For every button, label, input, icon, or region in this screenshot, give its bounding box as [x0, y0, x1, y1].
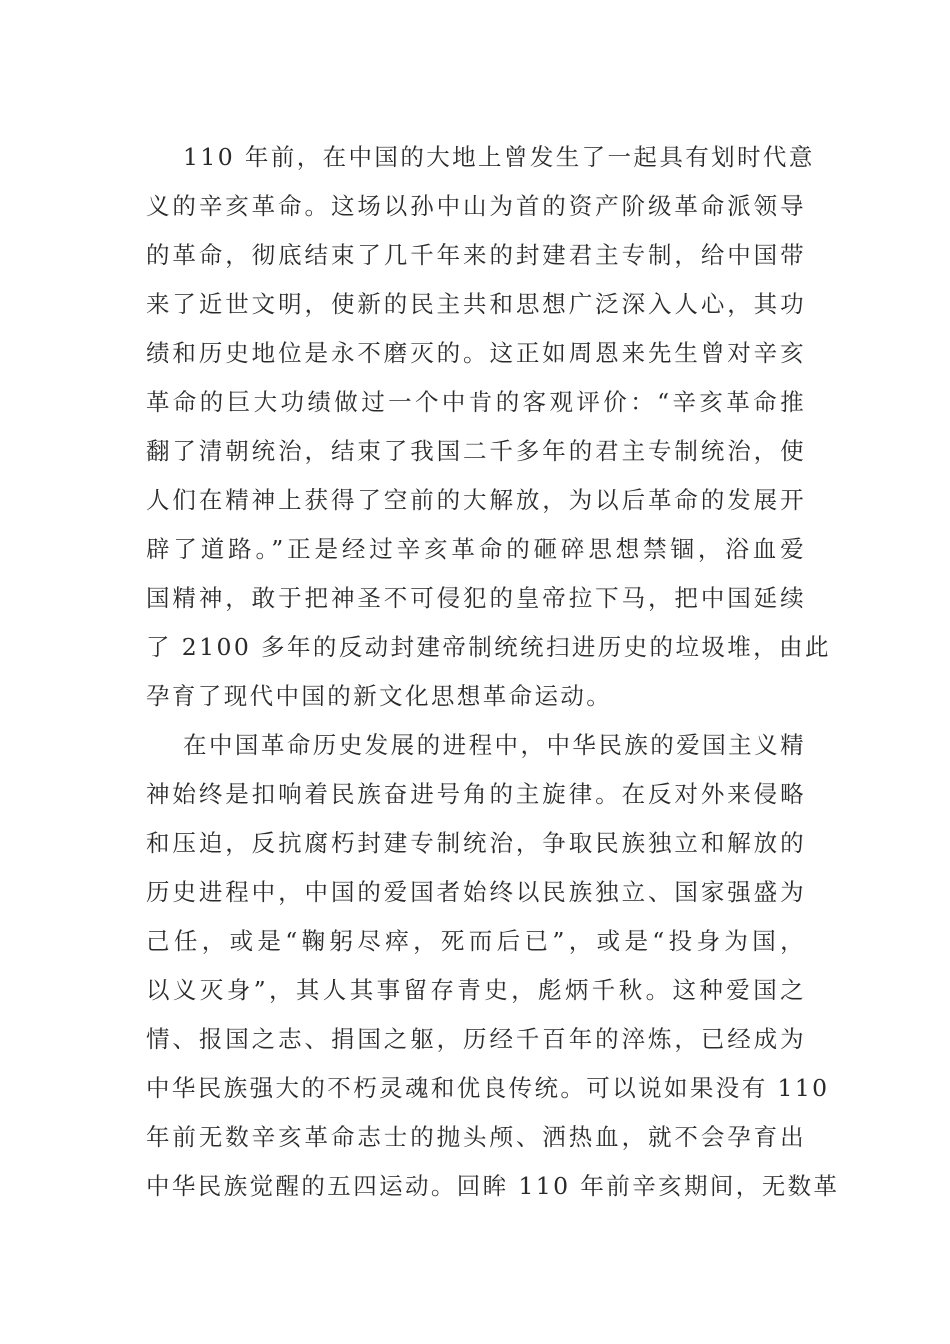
text-line: 革命的巨大功绩做过一个中肯的客观评价：“辛亥革命推 [146, 388, 806, 416]
text-line: 和压迫，反抗腐朽封建专制统治，争取民族独立和解放的 [146, 829, 806, 857]
text-line: 在中国革命历史发展的进程中，中华民族的爱国主义精 [183, 731, 806, 759]
text-line: 人们在精神上获得了空前的大解放，为以后革命的发展开 [146, 486, 806, 514]
text-line: 了 2100 多年的反动封建帝制统统扫进历史的垃圾堆，由此 [146, 633, 831, 661]
text-line: 历史进程中，中国的爱国者始终以民族独立、国家强盛为 [146, 878, 806, 906]
text-line: 年前无数辛亥革命志士的抛头颅、洒热血，就不会孕育出 [146, 1123, 806, 1151]
text-line: 中华民族强大的不朽灵魂和优良传统。可以说如果没有 110 [146, 1074, 830, 1102]
text-line: 辟了道路。”正是经过辛亥革命的砸碎思想禁锢，浴血爱 [146, 535, 806, 563]
text-line: 孕育了现代中国的新文化思想革命运动。 [146, 682, 613, 710]
text-line: 中华民族觉醒的五四运动。回眸 110 年前辛亥期间，无数革 [146, 1172, 840, 1200]
text-line: 绩和历史地位是永不磨灭的。这正如周恩来先生曾对辛亥 [146, 339, 806, 367]
text-line: 国精神，敢于把神圣不可侵犯的皇帝拉下马，把中国延续 [146, 584, 806, 612]
text-line: 以义灭身”，其人其事留存青史，彪炳千秋。这种爱国之 [146, 976, 806, 1004]
text-line: 情、报国之志、捐国之躯，历经千百年的淬炼，已经成为 [146, 1025, 806, 1053]
text-line: 翻了清朝统治，结束了我国二千多年的君主专制统治，使 [146, 437, 806, 465]
text-line: 神始终是扣响着民族奋进号角的主旋律。在反对外来侵略 [146, 780, 806, 808]
body-text [146, 133, 840, 1211]
paragraph [146, 133, 831, 721]
paragraph [146, 721, 840, 1211]
text-line: 110 年前，在中国的大地上曾发生了一起具有划时代意 [183, 143, 815, 171]
text-line: 的革命，彻底结束了几千年来的封建君主专制，给中国带 [146, 241, 806, 269]
text-line: 来了近世文明，使新的民主共和思想广泛深入人心，其功 [146, 290, 806, 318]
text-line: 己任，或是“鞠躬尽瘁，死而后已”，或是“投身为国， [146, 927, 806, 955]
text-line: 义的辛亥革命。这场以孙中山为首的资产阶级革命派领导 [146, 192, 806, 220]
